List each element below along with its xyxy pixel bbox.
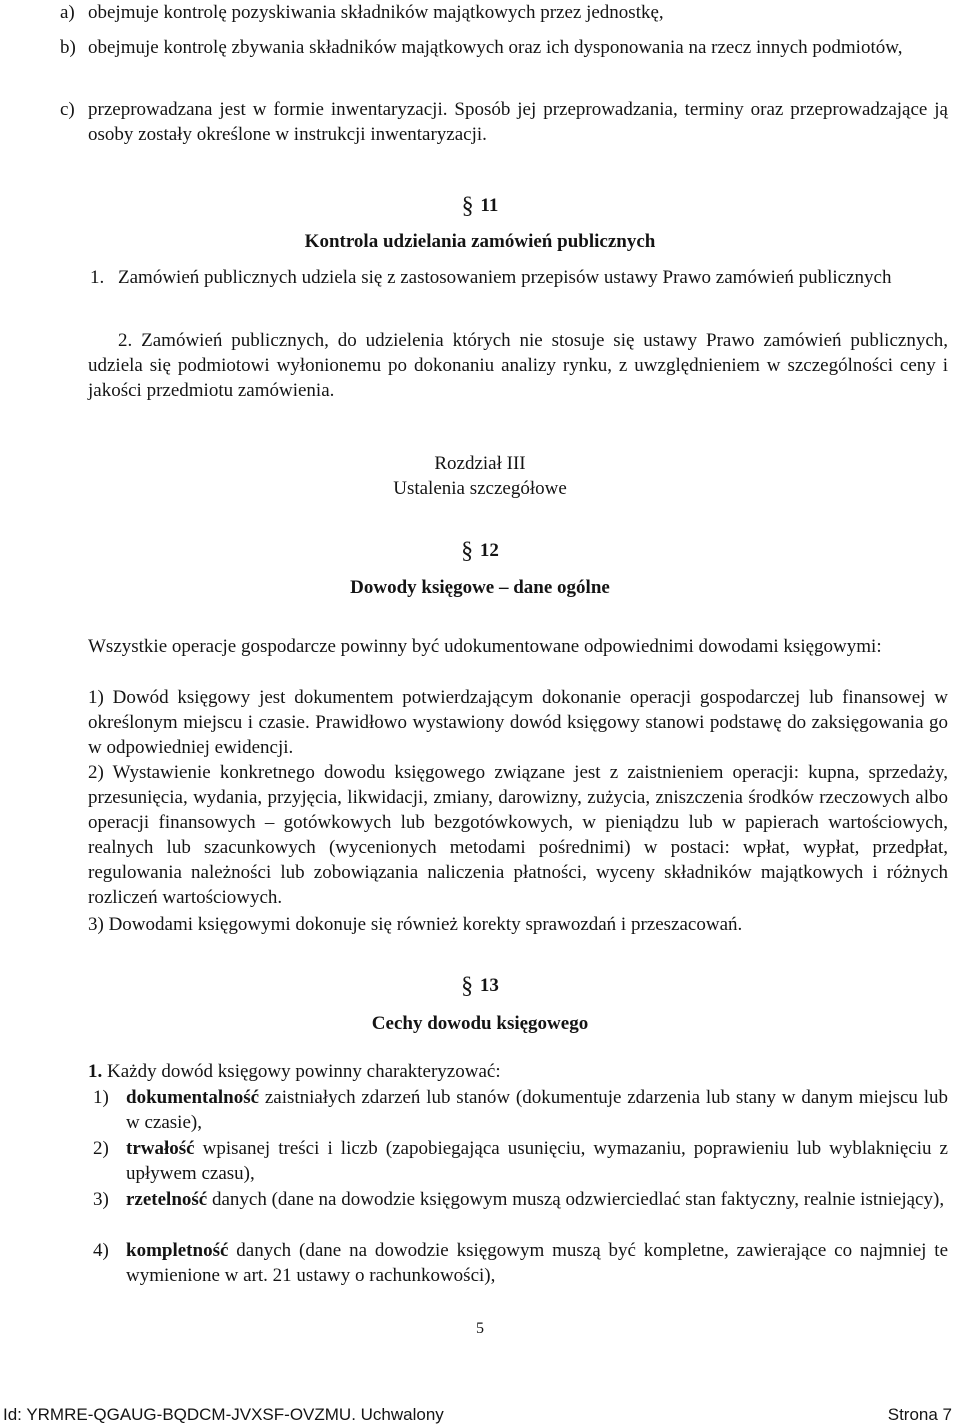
page-number: 5 bbox=[476, 1320, 484, 1337]
document-id: Id: YRMRE-QGAUG-BQDCM-JVXSF-OVZMU. Uchwalony bbox=[3, 1405, 444, 1424]
section-sign-icon: § bbox=[461, 193, 474, 219]
feature-item: 2) trwałość wpisanej treści i liczb (zapobiegająca usunięciu, wymazaniu, poprawieniu lub wyblaknięciu z upływem czasu), bbox=[93, 1138, 948, 1184]
section-11-heading bbox=[0, 193, 960, 219]
section-12-heading bbox=[0, 538, 960, 564]
document-footer bbox=[3, 1402, 952, 1427]
list-item-a: a) obejmuje kontrolę pozyskiwania składników majątkowych przez jednostkę, bbox=[60, 2, 664, 23]
section-13-title: Cechy dowodu księgowego bbox=[371, 1013, 589, 1034]
section-sign-icon: § bbox=[461, 538, 474, 564]
section-number: 12 bbox=[479, 540, 499, 561]
feature-item: 1) dokumentalność zaistniałych zdarzeń lub stanów (dokumentuje zdarzenia lub stany w danym miejscu lub w czasie), bbox=[93, 1087, 948, 1133]
section-12-intro: Wszystkie operacje gospodarcze powinny być udokumentowane odpowiednimi dowodami księgowymi: bbox=[88, 636, 882, 657]
section-number: 11 bbox=[480, 195, 499, 216]
section-12-paragraph-1: 1) Dowód księgowy jest dokumentem potwierdzającym dokonanie operacji gospodarczej lub finansowej w określonym miejscu i czasie. Prawidłowo wystawiony dowód księgowy stanowi podstawę do zaksięgowania go w odpowiedniej ewidencji. bbox=[88, 687, 948, 758]
section-number: 13 bbox=[479, 975, 499, 996]
section-11-point-2: 2. Zamówień publicznych, do udzielenia których nie stosuje się ustawy Prawo zamówień publicznych, udziela się podmiotowi wyłonionemu po dokonaniu analizy rynku, z uwzględnieniem w szczególności ceny i jakości przedmiotu zamówienia. bbox=[88, 330, 949, 401]
section-sign-icon: § bbox=[461, 973, 474, 999]
list-item-c: c) przeprowadzana jest w formie inwentaryzacji. Sposób jej przeprowadzania, terminy oraz przeprowadzające ją osoby zostały określone w instrukcji inwentaryzacji. bbox=[60, 99, 948, 145]
page-indicator: Strona 7 bbox=[887, 1405, 952, 1424]
section-13-heading bbox=[0, 973, 960, 999]
section-12-paragraph-2: 2) Wystawienie konkretnego dowodu księgowego związane jest z zaistnieniem operacji: kupna, sprzedaży, przesunięcia, wydania, przyjęcia, likwidacji, zmiany, darowizny, zużycia, zniszczenia środków rzeczowych albo operacji finansowych – gotówkowych lub bezgotówkowych, w pieniądzu lub w papierach wartościowych, realnych lub szacunkowych (wycenionych metodami pośrednimi) w postaci: wpłat, wypłat, przedpłat, regulowania należności lub zobowiązania naliczenia płatności, wyceny składników majątkowych i różnych rozliczeń wartościowych. bbox=[88, 762, 948, 908]
chapter-title: Ustalenia szczegółowe bbox=[393, 478, 567, 499]
section-11-point-1: 1. Zamówień publicznych udziela się z zastosowaniem przepisów ustawy Prawo zamówień publicznych bbox=[90, 267, 892, 288]
section-13-intro: 1. Każdy dowód księgowy powinny charakteryzować: bbox=[88, 1061, 501, 1082]
chapter-label: Rozdział III bbox=[434, 453, 526, 474]
section-12-title: Dowody księgowe – dane ogólne bbox=[350, 577, 610, 598]
section-12-paragraph-3: 3) Dowodami księgowymi dokonuje się również korekty sprawozdań i przeszacowań. bbox=[88, 914, 743, 935]
section-11-title: Kontrola udzielania zamówień publicznych bbox=[304, 231, 656, 252]
feature-item: 4) kompletność danych (dane na dowodzie księgowym muszą być kompletne, zawierające co najmniej te wymienione w art. 21 ustawy o rachunkowości), bbox=[93, 1240, 948, 1286]
list-item-b: b) obejmuje kontrolę zbywania składników majątkowych oraz ich dysponowania na rzecz innych podmiotów, bbox=[60, 37, 903, 58]
feature-item: 3) rzetelność danych (dane na dowodzie księgowym muszą odzwierciedlać stan faktyczny, realnie istniejący), bbox=[93, 1189, 945, 1210]
